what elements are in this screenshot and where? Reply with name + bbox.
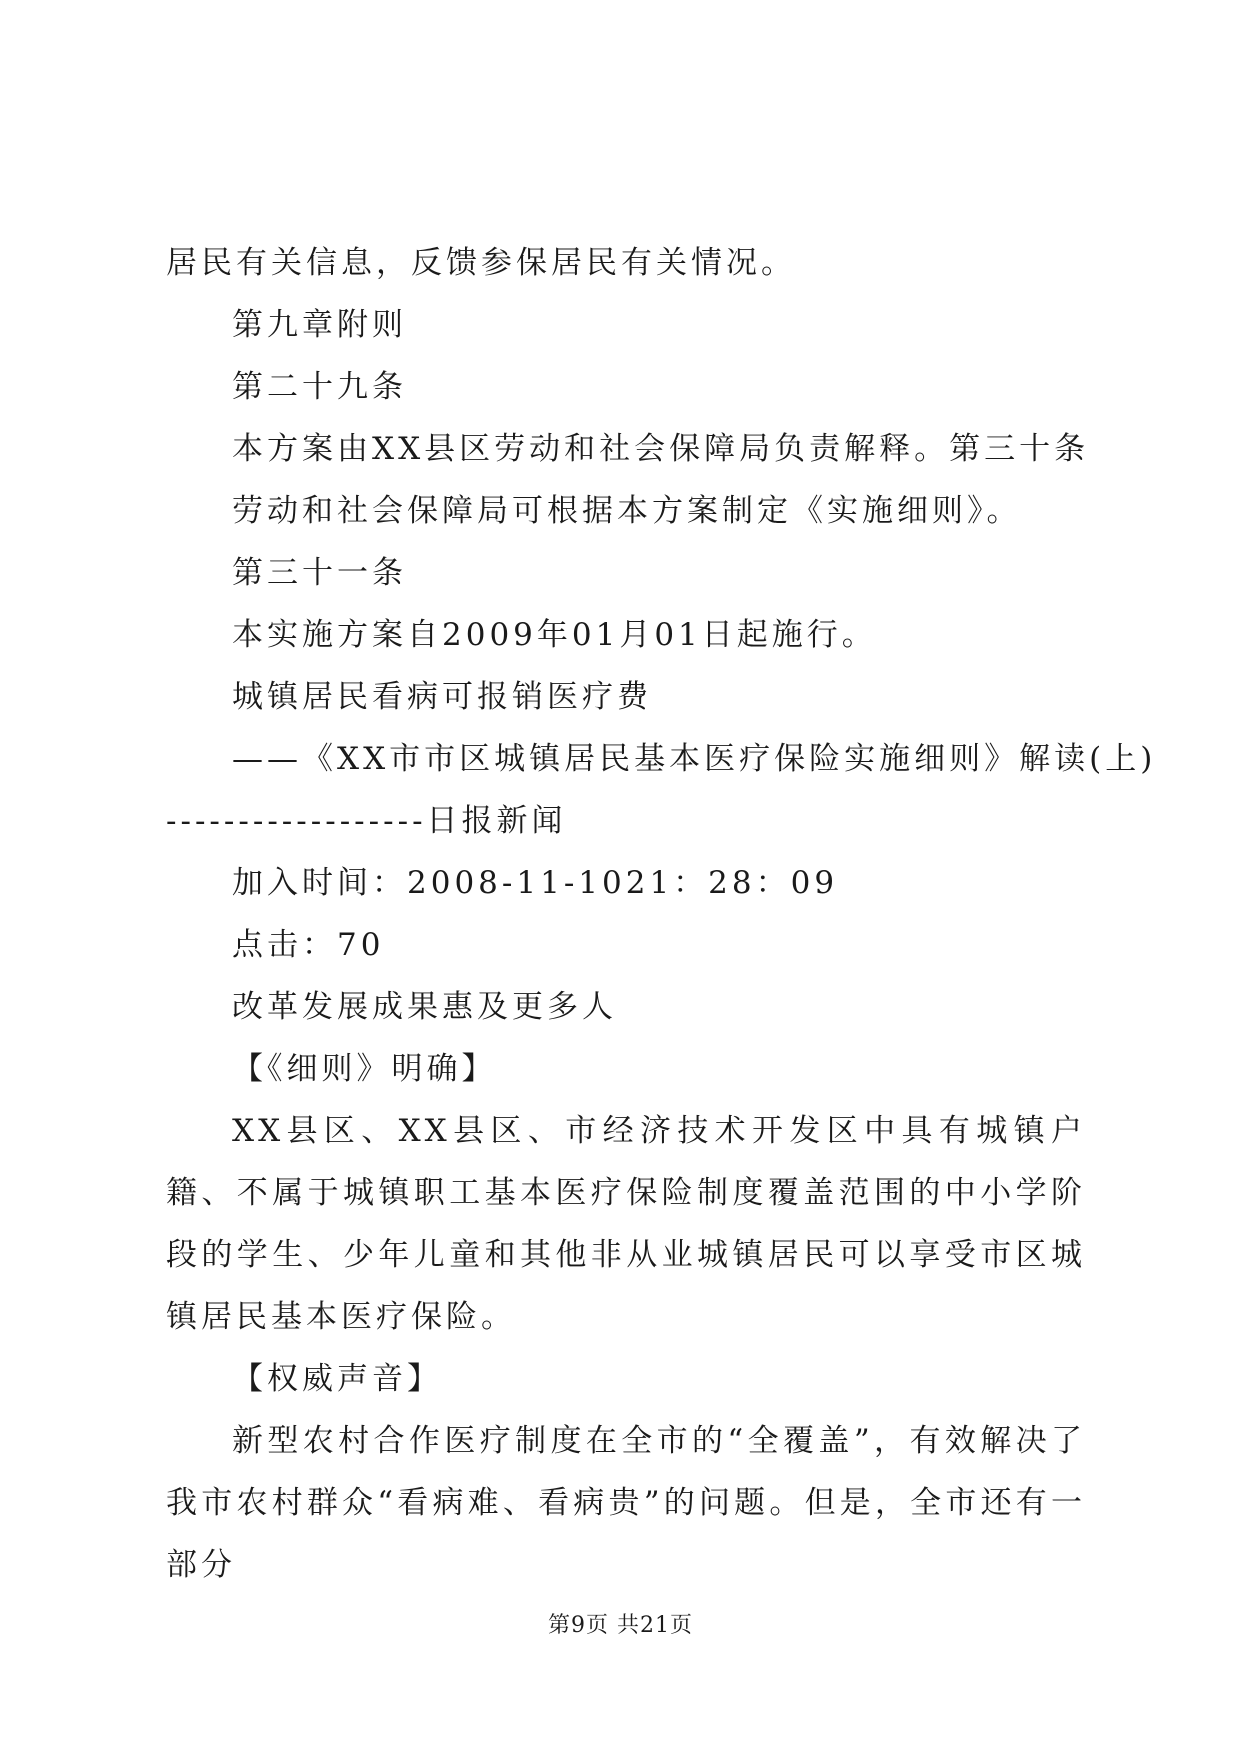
document-body — [166, 232, 1157, 1596]
click-count: 点击：70 — [232, 927, 385, 963]
text-line: 劳动和社会保障局可根据本方案制定《实施细则》。 — [232, 493, 1022, 529]
chapter-heading: 第九章附则 — [232, 307, 407, 343]
source-line: ------------------日报新闻 — [166, 803, 567, 839]
section-heading: 【《细则》明确】 — [232, 1051, 497, 1087]
article-subtitle: ——《XX市市区城镇居民基本医疗保险实施细则》解读(上) — [232, 741, 1157, 777]
article-heading: 第三十一条 — [232, 555, 407, 591]
body-paragraph: XX县区、XX县区、市经济技术开发区中具有城镇户籍、不属于城镇职工基本医疗保险制度覆盖范围的中小学阶段的学生、少年儿童和其他非从业城镇居民可以享受市区城镇居民基本医疗保险。 — [166, 1113, 1086, 1335]
section-heading: 改革发展成果惠及更多人 — [232, 989, 617, 1025]
publish-time: 加入时间：2008-11-1021：28：09 — [232, 865, 839, 901]
text-line: 居民有关信息，反馈参保居民有关情况。 — [166, 245, 796, 281]
article-heading: 第二十九条 — [232, 369, 407, 405]
body-paragraph: 新型农村合作医疗制度在全市的“全覆盖”，有效解决了我市农村群众“看病难、看病贵”的问题。但是，全市还有一部分 — [166, 1423, 1086, 1583]
text-line: 本方案由XX县区劳动和社会保障局负责解释。第三十条 — [232, 431, 1090, 467]
article-title: 城镇居民看病可报销医疗费 — [232, 679, 652, 715]
page-number-footer: 第9页 共21页 — [548, 1613, 693, 1638]
text-line: 本实施方案自2009年01月01日起施行。 — [232, 617, 877, 653]
section-heading: 【权威声音】 — [232, 1361, 442, 1397]
